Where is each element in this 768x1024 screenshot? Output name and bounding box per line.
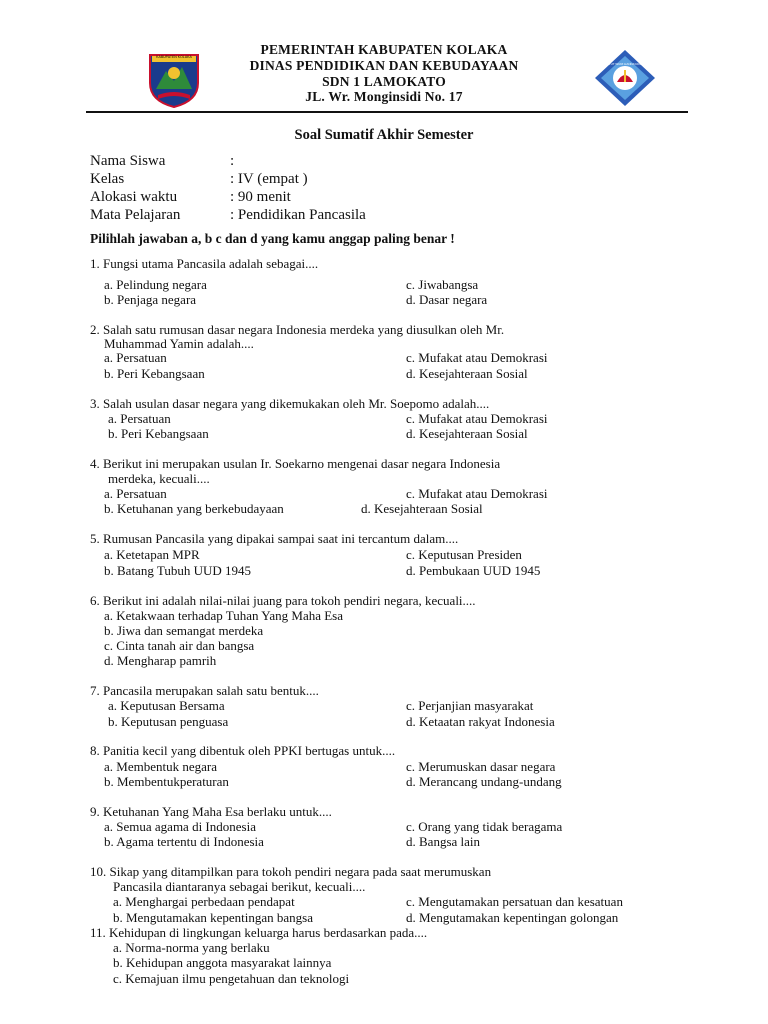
question-10-line-2: Pancasila diantaranya sebagai berikut, kecuali.... <box>113 879 366 894</box>
question-10-option-a: a. Menghargai perbedaan pendapat <box>113 894 295 909</box>
question-3-option-b: b. Peri Kebangsaan <box>108 426 209 441</box>
question-10-option-b: b. Mengutamakan kepentingan bangsa <box>113 910 313 925</box>
question-1: 1. Fungsi utama Pancasila adalah sebagai.... <box>90 256 319 271</box>
question-6-option-d: d. Mengharap pamrih <box>104 653 217 668</box>
question-8: 8. Panitia kecil yang dibentuk oleh PPKI bertugas untuk.... <box>90 743 396 758</box>
question-1-option-a: a. Pelindung negara <box>104 277 207 292</box>
question-4-line-2: merdeka, kecuali.... <box>108 471 210 486</box>
question-2-option-d: d. Kesejahteraan Sosial <box>406 366 528 381</box>
question-7-option-b: b. Keputusan penguasa <box>108 714 229 729</box>
question-5-option-c: c. Keputusan Presiden <box>406 547 522 562</box>
question-1-option-b: b. Penjaga negara <box>104 292 197 307</box>
identity-label-subject: Mata Pelajaran <box>90 207 181 223</box>
question-9-option-c: c. Orang yang tidak beragama <box>406 819 563 834</box>
question-10: 10. Sikap yang ditampilkan para tokoh pendiri negara pada saat merumuskan <box>90 864 492 879</box>
question-4-option-a: a. Persatuan <box>104 486 167 501</box>
question-6-option-b: b. Jiwa dan semangat merdeka <box>104 623 264 638</box>
question-9: 9. Ketuhanan Yang Maha Esa berlaku untuk.... <box>90 804 332 819</box>
identity-label-name: Nama Siswa <box>90 153 166 169</box>
question-8-option-a: a. Membentuk negara <box>104 759 217 774</box>
question-10-option-c: c. Mengutamakan persatuan dan kesatuan <box>406 894 623 909</box>
identity-label-class: Kelas <box>90 171 125 187</box>
header-government: PEMERINTAH KABUPATEN KOLAKA <box>260 42 508 57</box>
header-school: SDN 1 LAMOKATO <box>322 74 446 89</box>
instruction: Pilihlah jawaban a, b c dan d yang kamu anggap paling benar ! <box>90 231 455 246</box>
question-2-option-a: a. Persatuan <box>104 350 167 365</box>
question-9-option-b: b. Agama tertentu di Indonesia <box>104 834 264 849</box>
question-11-option-c: c. Kemajuan ilmu pengetahuan dan teknologi <box>113 971 350 986</box>
question-11-option-b: b. Kehidupan anggota masyarakat lainnya <box>113 955 332 970</box>
question-8-option-d: d. Merancang undang-undang <box>406 774 562 789</box>
header-department: DINAS PENDIDIKAN DAN KEBUDAYAAN <box>249 58 519 73</box>
question-8-option-b: b. Membentukperaturan <box>104 774 229 789</box>
question-1-option-d: d. Dasar negara <box>406 292 488 307</box>
question-2-option-c: c. Mufakat atau Demokrasi <box>406 350 548 365</box>
question-7-option-a: a. Keputusan Bersama <box>108 698 225 713</box>
left-logo-caption: KABUPATEN KOLAKA <box>156 55 192 59</box>
question-4: 4. Berikut ini merupakan usulan Ir. Soekarno mengenai dasar negara Indonesia <box>90 456 501 471</box>
question-9-option-d: d. Bangsa lain <box>406 834 481 849</box>
question-4-option-b: b. Ketuhanan yang berkebudayaan <box>104 501 284 516</box>
question-3-option-d: d. Kesejahteraan Sosial <box>406 426 528 441</box>
header-divider <box>86 111 688 113</box>
question-8-option-c: c. Merumuskan dasar negara <box>406 759 556 774</box>
question-3-option-c: c. Mufakat atau Demokrasi <box>406 411 548 426</box>
question-5-option-b: b. Batang Tubuh UUD 1945 <box>104 563 251 578</box>
question-5-option-a: a. Ketetapan MPR <box>104 547 200 562</box>
right-logo-caption: TUT WURI HANDAYANI <box>608 62 642 66</box>
question-11: 11. Kehidupan di lingkungan keluarga harus berdasarkan pada.... <box>90 925 428 940</box>
question-6-option-a: a. Ketakwaan terhadap Tuhan Yang Maha Esa <box>104 608 344 623</box>
question-1-option-c: c. Jiwabangsa <box>406 277 479 292</box>
question-7-option-d: d. Ketaatan rakyat Indonesia <box>406 714 555 729</box>
question-11-option-a: a. Norma-norma yang berlaku <box>113 940 270 955</box>
identity-value-time: : 90 menit <box>230 189 291 205</box>
identity-value-name: : <box>230 153 235 169</box>
question-5-option-d: d. Pembukaan UUD 1945 <box>406 563 541 578</box>
question-6: 6. Berikut ini adalah nilai-nilai juang para tokoh pendiri negara, kecuali.... <box>90 593 476 608</box>
question-7: 7. Pancasila merupakan salah satu bentuk.... <box>90 683 319 698</box>
page-title: Soal Sumatif Akhir Semester <box>294 127 474 143</box>
question-9-option-a: a. Semua agama di Indonesia <box>104 819 256 834</box>
identity-value-subject: : Pendidikan Pancasila <box>230 207 366 223</box>
question-2-line-2: Muhammad Yamin adalah.... <box>104 336 254 351</box>
question-5: 5. Rumusan Pancasila yang dipakai sampai saat ini tercantum dalam.... <box>90 531 459 546</box>
question-7-option-c: c. Perjanjian masyarakat <box>406 698 534 713</box>
question-2: 2. Salah satu rumusan dasar negara Indonesia merdeka yang diusulkan oleh Mr. <box>90 322 505 337</box>
question-4-option-d: d. Kesejahteraan Sosial <box>361 501 483 516</box>
header-address: JL. Wr. Monginsidi No. 17 <box>305 89 463 104</box>
question-6-option-c: c. Cinta tanah air dan bangsa <box>104 638 255 653</box>
identity-label-time: Alokasi waktu <box>90 189 178 205</box>
question-10-option-d: d. Mengutamakan kepentingan golongan <box>406 910 619 925</box>
question-3-option-a: a. Persatuan <box>108 411 171 426</box>
identity-value-class: : IV (empat ) <box>230 171 308 187</box>
question-2-option-b: b. Peri Kebangsaan <box>104 366 205 381</box>
question-4-option-c: c. Mufakat atau Demokrasi <box>406 486 548 501</box>
question-3: 3. Salah usulan dasar negara yang dikemukakan oleh Mr. Soepomo adalah.... <box>90 396 490 411</box>
